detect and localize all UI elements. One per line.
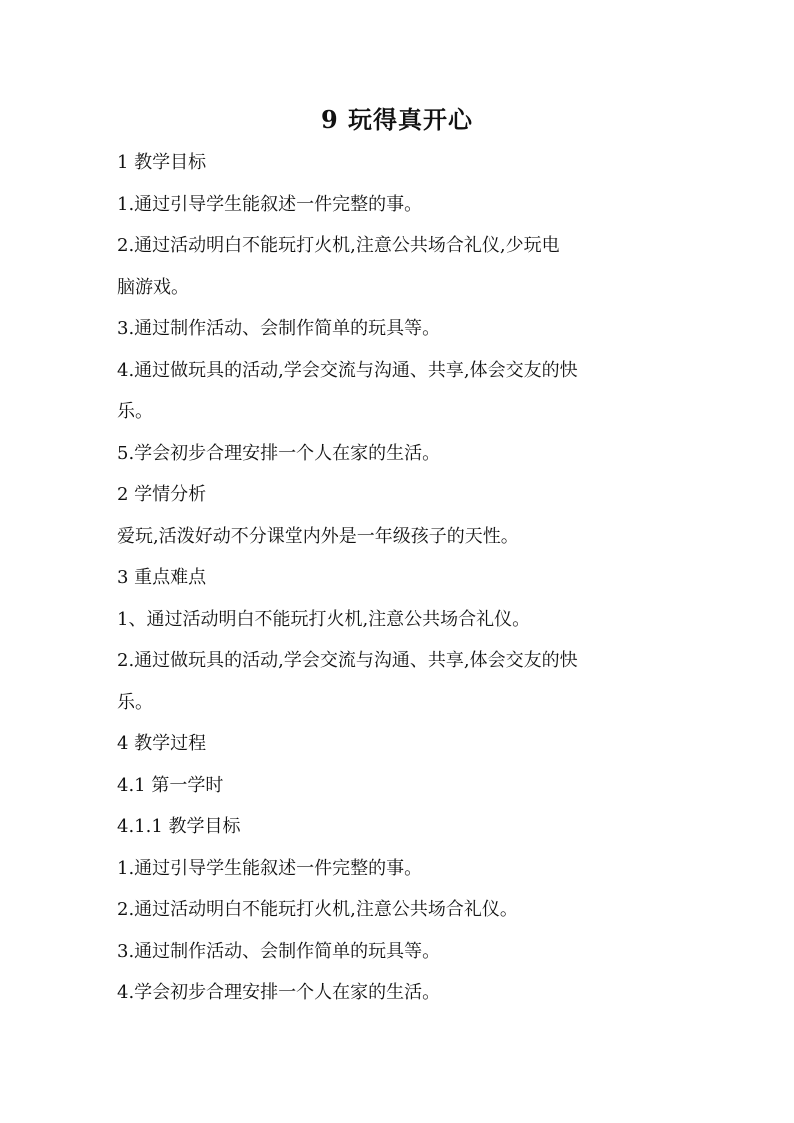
text-line: 2.通过做玩具的活动,学会交流与沟通、共享,体会交友的快 [117, 650, 578, 671]
text-line: 乐。 [117, 691, 153, 713]
text-line: 2 学情分析 [117, 484, 207, 505]
text-line: 1、通过活动明白不能玩打火机,注意公共场合礼仪。 [117, 608, 531, 630]
text-line: 脑游戏。 [117, 276, 189, 298]
text-line: 爱玩,活泼好动不分课堂内外是一年级孩子的天性。 [117, 525, 519, 547]
text-line: 3.通过制作活动、会制作简单的玩具等。 [117, 940, 441, 962]
text-line: 1.通过引导学生能叙述一件完整的事。 [117, 857, 423, 879]
text-line: 3 重点难点 [117, 567, 207, 588]
text-line: 1 教学目标 [117, 152, 207, 173]
text-line: 乐。 [117, 401, 153, 422]
text-line: 5.学会初步合理安排一个人在家的生活。 [117, 442, 441, 464]
text-line: 3.通过制作活动、会制作简单的玩具等。 [117, 318, 441, 339]
document-body [117, 142, 682, 1014]
text-line: 1.通过引导学生能叙述一件完整的事。 [117, 193, 423, 215]
text-line: 2.通过活动明白不能玩打火机,注意公共场合礼仪。 [117, 899, 518, 920]
text-line: 4 教学过程 [117, 733, 207, 754]
text-line: 4.学会初步合理安排一个人在家的生活。 [117, 982, 441, 1003]
text-line: 4.通过做玩具的活动,学会交流与沟通、共享,体会交友的快 [117, 359, 578, 381]
text-line: 4.1 第一学时 [117, 774, 224, 796]
text-line: 4.1.1 教学目标 [117, 816, 241, 837]
text-line: 2.通过活动明白不能玩打火机,注意公共场合礼仪,少玩电 [117, 235, 560, 256]
page-title: 9 玩得真开心 [320, 105, 474, 134]
